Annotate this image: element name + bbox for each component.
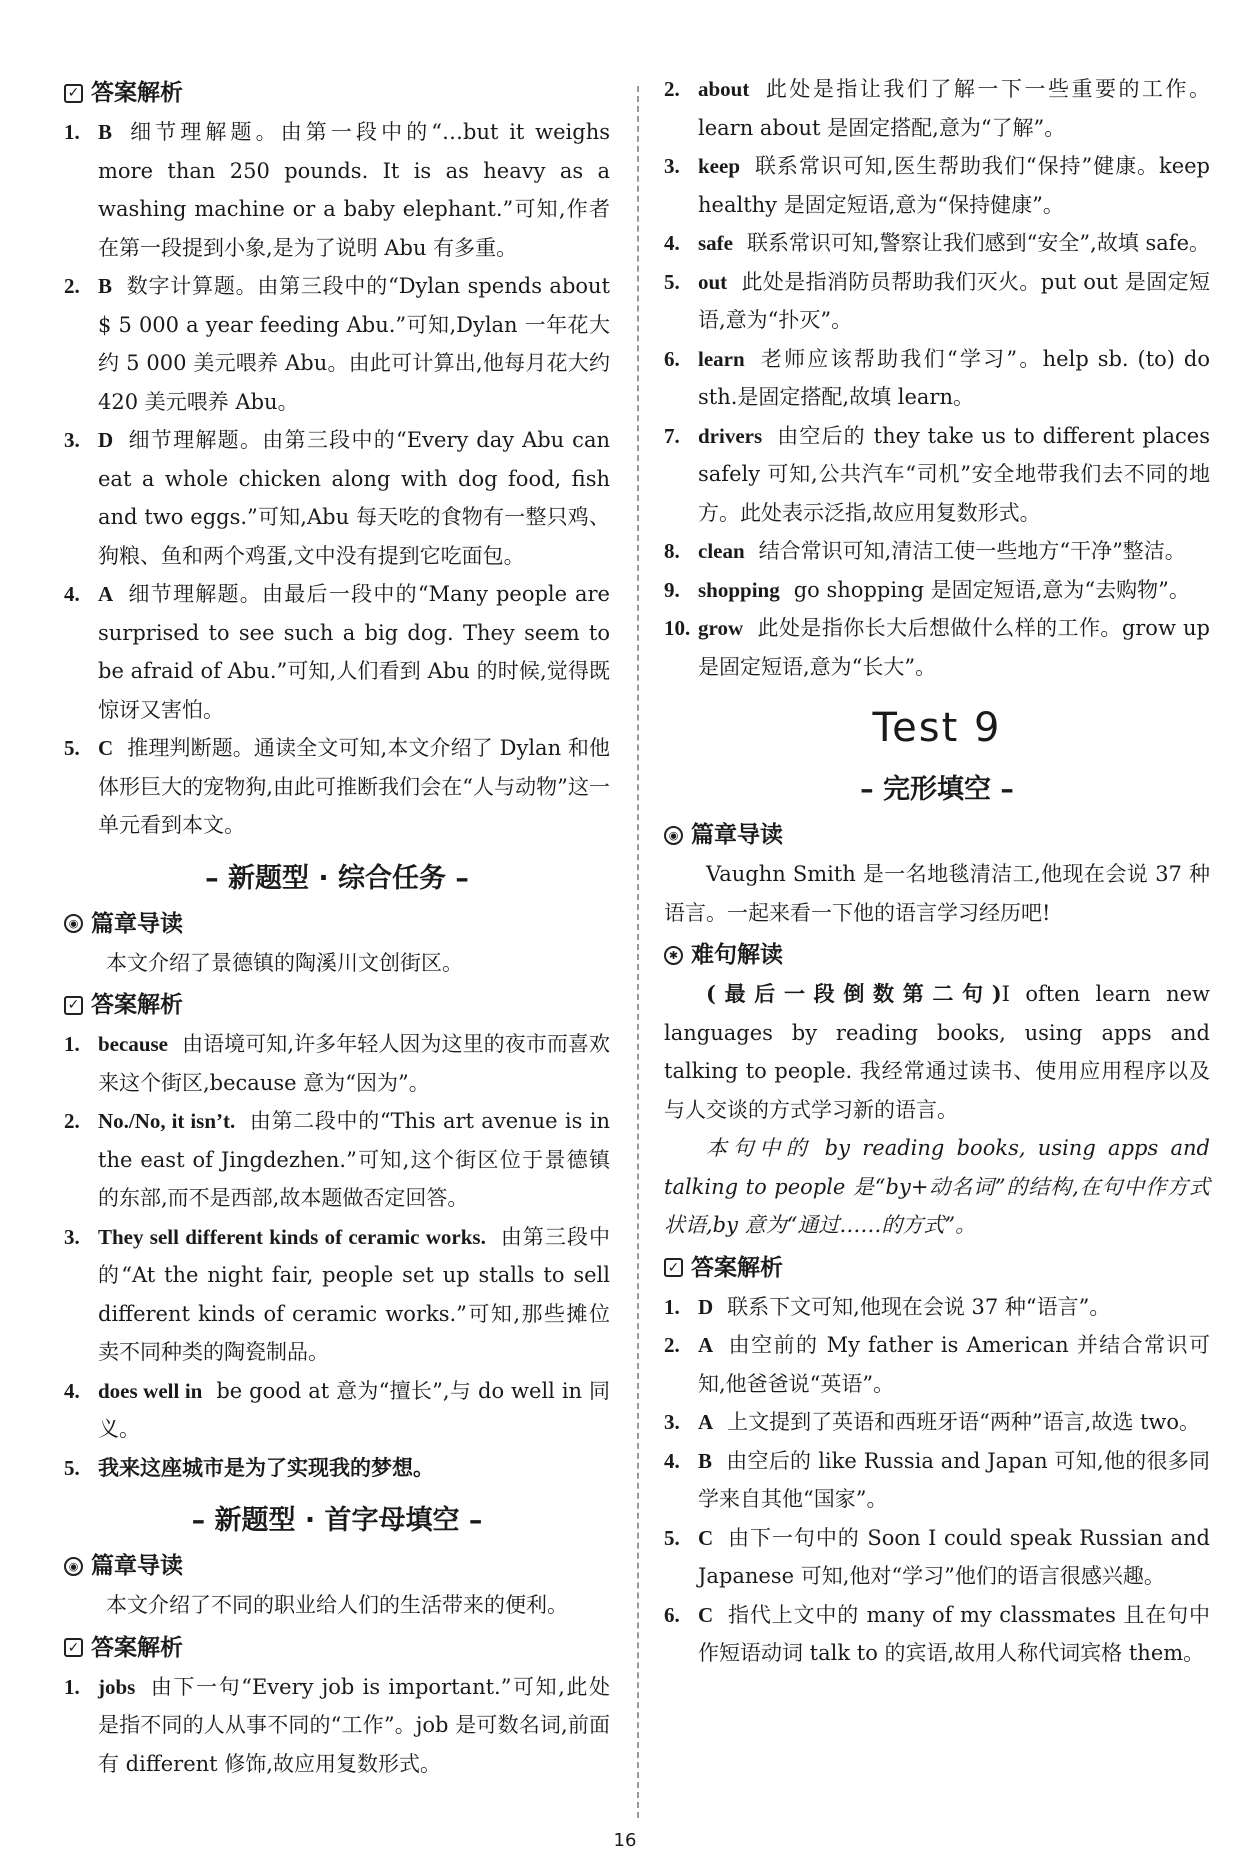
item-number: 4. xyxy=(664,1448,680,1473)
answer-item xyxy=(664,417,1210,533)
eye-icon: ◉ xyxy=(64,1557,83,1576)
item-number: 8. xyxy=(664,539,680,563)
item-answer: grow xyxy=(698,616,744,640)
bulb-icon: ✱ xyxy=(664,946,683,965)
item-explanation: 由语境可知,许多年轻人因为这里的夜市而喜欢来这个街区,because 意为“因为”。 xyxy=(98,1032,610,1095)
eye-icon: ◉ xyxy=(664,826,683,845)
item-answer: A xyxy=(98,582,114,606)
item-explanation: 联系常识可知,警察让我们感到“安全”,故填 safe。 xyxy=(747,231,1210,255)
answer-item xyxy=(664,1596,1210,1673)
answer-item xyxy=(664,1403,1210,1442)
answer-item xyxy=(64,1449,610,1488)
passage-intro: 本文介绍了不同的职业给人们的生活带来的便利。 xyxy=(106,1593,568,1617)
answer-analysis-heading: ✓ 答案解析 xyxy=(64,78,610,108)
item-number: 5. xyxy=(664,269,680,294)
checkbox-icon: ✓ xyxy=(64,1638,83,1657)
answer-item xyxy=(64,113,610,267)
item-answer: out xyxy=(698,269,728,294)
item-number: 4. xyxy=(664,231,680,255)
item-number: 1. xyxy=(64,120,80,144)
item-explanation: 联系常识可知,医生帮助我们“保持”健康。keep healthy 是固定短语,意为“保持健康”。 xyxy=(698,154,1210,217)
item-answer: They sell different kinds of ceramic works. xyxy=(98,1224,486,1249)
item-number: 3. xyxy=(64,1224,80,1249)
answer-analysis-heading: ✓ 答案解析 xyxy=(64,990,610,1020)
checkbox-icon: ✓ xyxy=(64,84,83,103)
answer-analysis-heading: ✓ 答案解析 xyxy=(64,1633,610,1663)
item-number: 2. xyxy=(64,274,80,298)
item-explanation: 由下一句中的 Soon I could speak Russian and Japanese 可知,他对“学习”他们的语言很感兴趣。 xyxy=(698,1525,1210,1588)
left-column xyxy=(64,70,610,1783)
item-answer: A xyxy=(698,1333,714,1357)
item-answer: does well in xyxy=(98,1378,203,1403)
item-explanation: 老师应该帮助我们“学习”。help sb. (to) do sth.是固定搭配,故填 learn。 xyxy=(698,346,1210,409)
item-answer: D xyxy=(698,1294,714,1319)
item-answer: jobs xyxy=(98,1674,136,1699)
item-explanation: 由空后的 like Russia and Japan 可知,他的很多同学来自其他“国家”。 xyxy=(698,1448,1210,1511)
sentence-explanation: 本句中的 by reading books, using apps and talking to people 是“by+动名词”的结构,在句中作方式状语,by 意为“通过……的方式”。 xyxy=(664,1136,1210,1237)
difficult-sentence xyxy=(664,975,1210,1129)
item-explanation: 细节理解题。由第一段中的“…but it weighs more than 250 pounds. It is as heavy as a washing machine or a baby elephant.”可知,作者在第一段提到小象,是为了说明 Abu 有多重。 xyxy=(98,120,610,260)
answer-item xyxy=(664,609,1210,686)
item-answer: C xyxy=(698,1525,714,1550)
section-title: – 完形填空 – xyxy=(860,774,1014,805)
item-answer: clean xyxy=(698,539,745,563)
passage-guide-heading: ◉ 篇章导读 xyxy=(64,1551,610,1581)
item-answer: A xyxy=(698,1410,714,1434)
answer-item xyxy=(64,1668,610,1784)
sentence-location: (最后一段倒数第二句) xyxy=(706,981,1002,1006)
answer-item xyxy=(664,1326,1210,1403)
item-answer: B xyxy=(698,1448,713,1473)
eye-icon: ◉ xyxy=(64,914,83,933)
item-explanation: 由第三段中的“At the night fair, people set up stalls to sell different kinds of ceramic works.”可知,那些摊位卖不同种类的陶瓷制品。 xyxy=(98,1224,610,1364)
page-number: 16 xyxy=(613,1830,637,1851)
answer-item xyxy=(664,263,1210,340)
answer-item xyxy=(64,1372,610,1449)
answer-item xyxy=(664,70,1210,147)
passage-intro: 本文介绍了景德镇的陶溪川文创街区。 xyxy=(106,950,463,975)
item-explanation: 指代上文中的 many of my classmates 且在句中作短语动词 talk to 的宾语,故用人称代词宾格 them。 xyxy=(698,1602,1210,1665)
answer-list xyxy=(64,1668,610,1784)
item-number: 6. xyxy=(664,346,680,371)
checkbox-icon: ✓ xyxy=(64,996,83,1015)
item-explanation: 推理判断题。通读全文可知,本文介绍了 Dylan 和他体形巨大的宠物狗,由此可推断我们会在“人与动物”这一单元看到本文。 xyxy=(98,736,610,837)
passage-guide-heading: ◉ 篇章导读 xyxy=(664,820,1210,850)
item-explanation: 此处是指消防员帮助我们灭火。put out 是固定短语,意为“扑灭”。 xyxy=(698,269,1210,332)
item-number: 7. xyxy=(664,423,680,448)
section-title: – 新题型 · 首字母填空 – xyxy=(191,1505,483,1536)
item-number: 3. xyxy=(664,1410,680,1434)
item-number: 6. xyxy=(664,1602,680,1627)
answer-item xyxy=(64,421,610,575)
item-explanation: 细节理解题。由最后一段中的“Many people are surprised to see such a big dog. They seem to be afraid of Abu.”可知,人们看到 Abu 的时候,觉得既惊讶又害怕。 xyxy=(98,582,610,722)
test-title: Test 9 xyxy=(872,705,1002,751)
item-answer: safe xyxy=(698,231,733,255)
answer-item xyxy=(64,729,610,845)
answer-list xyxy=(664,1288,1210,1673)
answer-item xyxy=(664,340,1210,417)
checkbox-icon: ✓ xyxy=(664,1258,683,1277)
item-number: 4. xyxy=(64,1378,80,1403)
item-explanation: 结合常识可知,清洁工使一些地方“干净”整洁。 xyxy=(758,539,1186,563)
item-explanation: 细节理解题。由第三段中的“Every day Abu can eat a whole chicken along with dog food, fish and two eggs.”可知,Abu 每天吃的食物有一整只鸡、狗粮、鱼和两个鸡蛋,文中没有提到它吃面包。 xyxy=(98,428,610,568)
item-explanation: be good at 意为“擅长”,与 do well in 同义。 xyxy=(98,1378,610,1441)
answer-item xyxy=(664,532,1210,571)
answer-list xyxy=(664,70,1210,686)
item-number: 3. xyxy=(664,154,680,178)
item-number: 1. xyxy=(664,1294,680,1319)
item-answer: D xyxy=(98,428,114,452)
section-title: – 新题型 · 综合任务 – xyxy=(205,862,469,894)
answer-item xyxy=(64,575,610,729)
item-number: 2. xyxy=(664,1333,680,1357)
item-explanation: 联系下文可知,他现在会说 37 种“语言”。 xyxy=(727,1294,1111,1319)
column-divider xyxy=(637,86,639,1818)
item-explanation: go shopping 是固定短语,意为“去购物”。 xyxy=(793,577,1190,602)
item-explanation: 此处是指你长大后想做什么样的工作。grow up 是固定短语,意为“长大”。 xyxy=(698,616,1210,679)
answer-item xyxy=(664,224,1210,263)
answer-item xyxy=(64,1218,610,1372)
item-answer: keep xyxy=(698,154,740,178)
sentence-text: I often learn new languages by reading books, using apps and talking to people. 我经常通过读书、使用应用程序以及与人交谈的方式学习新的语言。 xyxy=(664,982,1210,1122)
answer-analysis-heading: ✓ 答案解析 xyxy=(664,1253,1210,1283)
item-answer: B xyxy=(98,274,113,298)
answer-item xyxy=(664,571,1210,610)
item-answer: B xyxy=(98,120,113,144)
answer-list xyxy=(64,113,610,845)
answer-item xyxy=(664,1519,1210,1596)
item-number: 9. xyxy=(664,577,680,602)
item-number: 5. xyxy=(64,736,80,760)
item-number: 5. xyxy=(64,1455,80,1480)
item-number: 2. xyxy=(64,1109,80,1133)
right-column xyxy=(664,70,1210,1673)
item-number: 2. xyxy=(664,77,680,101)
item-number: 3. xyxy=(64,428,80,452)
answer-item xyxy=(64,1102,610,1218)
item-number: 1. xyxy=(64,1032,80,1056)
item-explanation: 由空前的 My father is American 并结合常识可知,他爸爸说“英语”。 xyxy=(698,1333,1210,1396)
item-number: 4. xyxy=(64,582,80,606)
item-explanation: 由下一句“Every job is important.”可知,此处是指不同的人从事不同的“工作”。job 是可数名词,前面有 different 修饰,故应用复数形式。 xyxy=(98,1674,610,1776)
answer-item xyxy=(64,267,610,421)
answer-item xyxy=(664,1288,1210,1327)
passage-guide-heading: ◉ 篇章导读 xyxy=(64,909,610,939)
item-answer: 我来这座城市是为了实现我的梦想。 xyxy=(98,1455,434,1480)
item-number: 10. xyxy=(664,616,691,640)
item-answer: about xyxy=(698,77,750,101)
item-explanation: 此处是指让我们了解一下一些重要的工作。learn about 是固定搭配,意为“了解”。 xyxy=(698,77,1210,140)
answer-item xyxy=(664,147,1210,224)
passage-intro: Vaughn Smith 是一名地毯清洁工,他现在会说 37 种语言。一起来看一下他的语言学习经历吧! xyxy=(664,862,1210,925)
item-answer: C xyxy=(698,1602,714,1627)
item-explanation: 由第二段中的“This art avenue is in the east of Jingdezhen.”可知,这个街区位于景德镇的东部,而不是西部,故本题做否定回答。 xyxy=(98,1109,611,1210)
item-explanation: 数字计算题。由第三段中的“Dylan spends about $ 5 000 a year feeding Abu.”可知,Dylan 一年花大约 5 000 美元喂养 Abu。由此可计算出,他每月花大约 420 美元喂养 Abu。 xyxy=(98,274,610,414)
difficult-sentence-heading: ✱ 难句解读 xyxy=(664,940,1210,970)
answer-list xyxy=(64,1025,610,1487)
answer-item xyxy=(664,1442,1210,1519)
item-answer: learn xyxy=(698,346,745,371)
item-explanation: 由空后的 they take us to different places safely 可知,公共汽车“司机”安全地带我们去不同的地方。此处表示泛指,故应用复数形式。 xyxy=(698,423,1210,525)
answer-item xyxy=(64,1025,610,1102)
item-answer: shopping xyxy=(698,577,780,602)
item-number: 5. xyxy=(664,1525,680,1550)
item-answer: No./No, it isn’t. xyxy=(98,1109,236,1133)
item-answer: C xyxy=(98,736,114,760)
item-explanation: 上文提到了英语和西班牙语“两种”语言,故选 two。 xyxy=(727,1410,1201,1434)
item-answer: drivers xyxy=(698,423,763,448)
item-answer: because xyxy=(98,1032,168,1056)
item-number: 1. xyxy=(64,1674,80,1699)
